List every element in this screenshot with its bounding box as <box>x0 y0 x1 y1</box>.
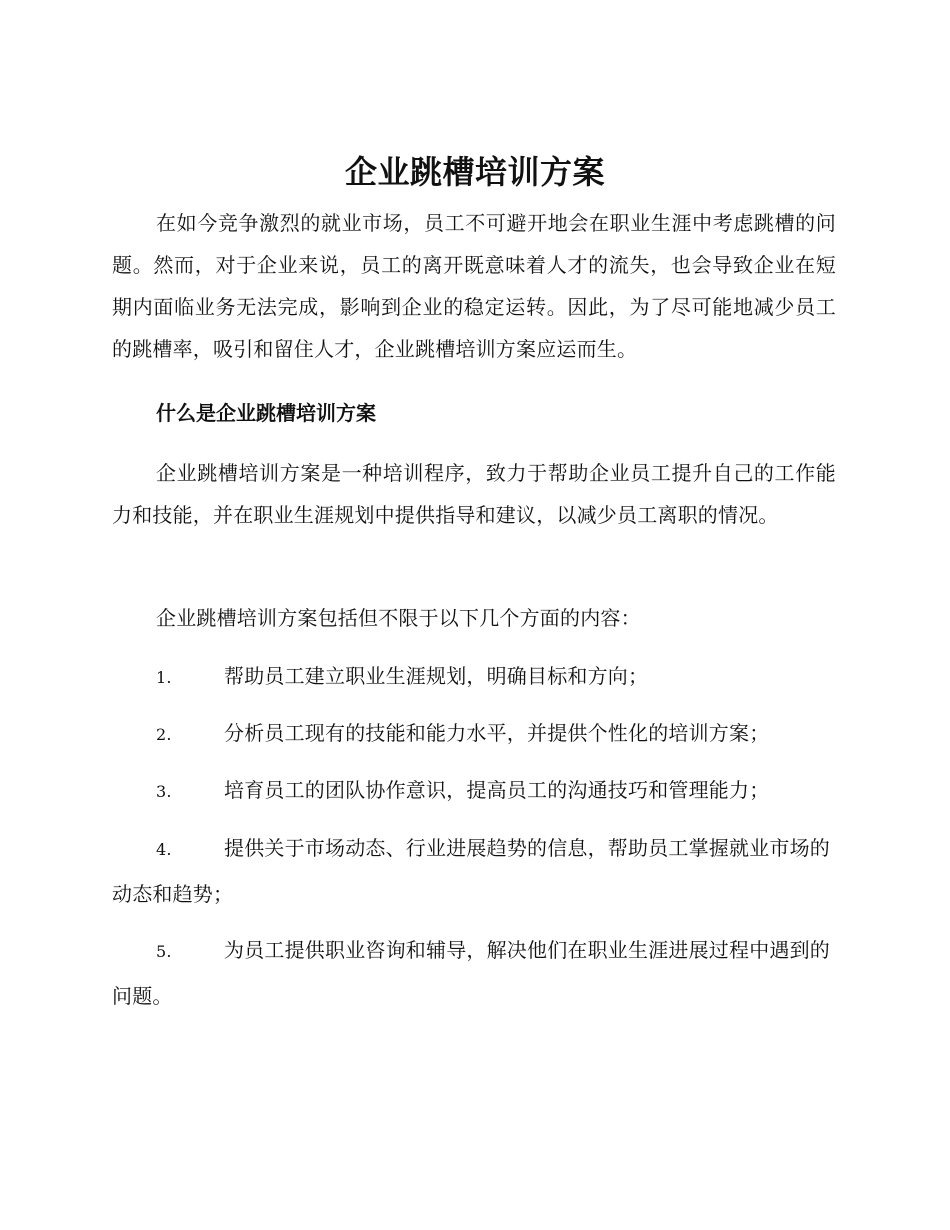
list-item-number: 4. <box>156 840 172 859</box>
list-item-text: 分析员工现有的技能和能力水平，并提供个性化的培训方案； <box>224 721 770 745</box>
list-item-number: 1. <box>156 668 172 687</box>
list-item-text: 帮助员工建立职业生涯规划，明确目标和方向； <box>224 664 649 688</box>
list-item-text: 培育员工的团队协作意识，提高员工的沟通技巧和管理能力； <box>224 778 770 802</box>
definition-paragraph: 企业跳槽培训方案是一种培训程序，致力于帮助企业员工提升自己的工作能力和技能，并在职业生涯规划中提供指导和建议，以减少员工离职的情况。 <box>112 461 836 527</box>
list-item-number: 3. <box>156 782 172 801</box>
list-item <box>112 654 836 700</box>
document-title: 企业跳槽培训方案 <box>344 153 605 191</box>
section-heading: 什么是企业跳槽培训方案 <box>156 401 376 425</box>
list-item <box>112 826 836 916</box>
list-intro-paragraph: 企业跳槽培训方案包括但不限于以下几个方面的内容： <box>156 606 641 630</box>
intro-paragraph: 在如今竞争激烈的就业市场，员工不可避开地会在职业生涯中考虑跳槽的问题。然而，对于企业来说，员工的离开既意味着人才的流失，也会导致企业在短期内面临业务无法完成，影响到企业的稳定运转。因此，为了尽可能地减少员工的跳槽率，吸引和留住人才，企业跳槽培训方案应运而生。 <box>112 211 836 361</box>
list-item <box>112 928 836 1018</box>
list-item <box>112 711 836 757</box>
list-item-text: 为员工提供职业咨询和辅导，解决他们在职业生涯进展过程中遇到的问题。 <box>112 938 830 1008</box>
list-item-text: 提供关于市场动态、行业进展趋势的信息，帮助员工掌握就业市场的动态和趋势； <box>112 836 830 906</box>
list-item-number: 2. <box>156 725 172 744</box>
list-item <box>112 768 836 814</box>
list-item-number: 5. <box>156 942 172 961</box>
